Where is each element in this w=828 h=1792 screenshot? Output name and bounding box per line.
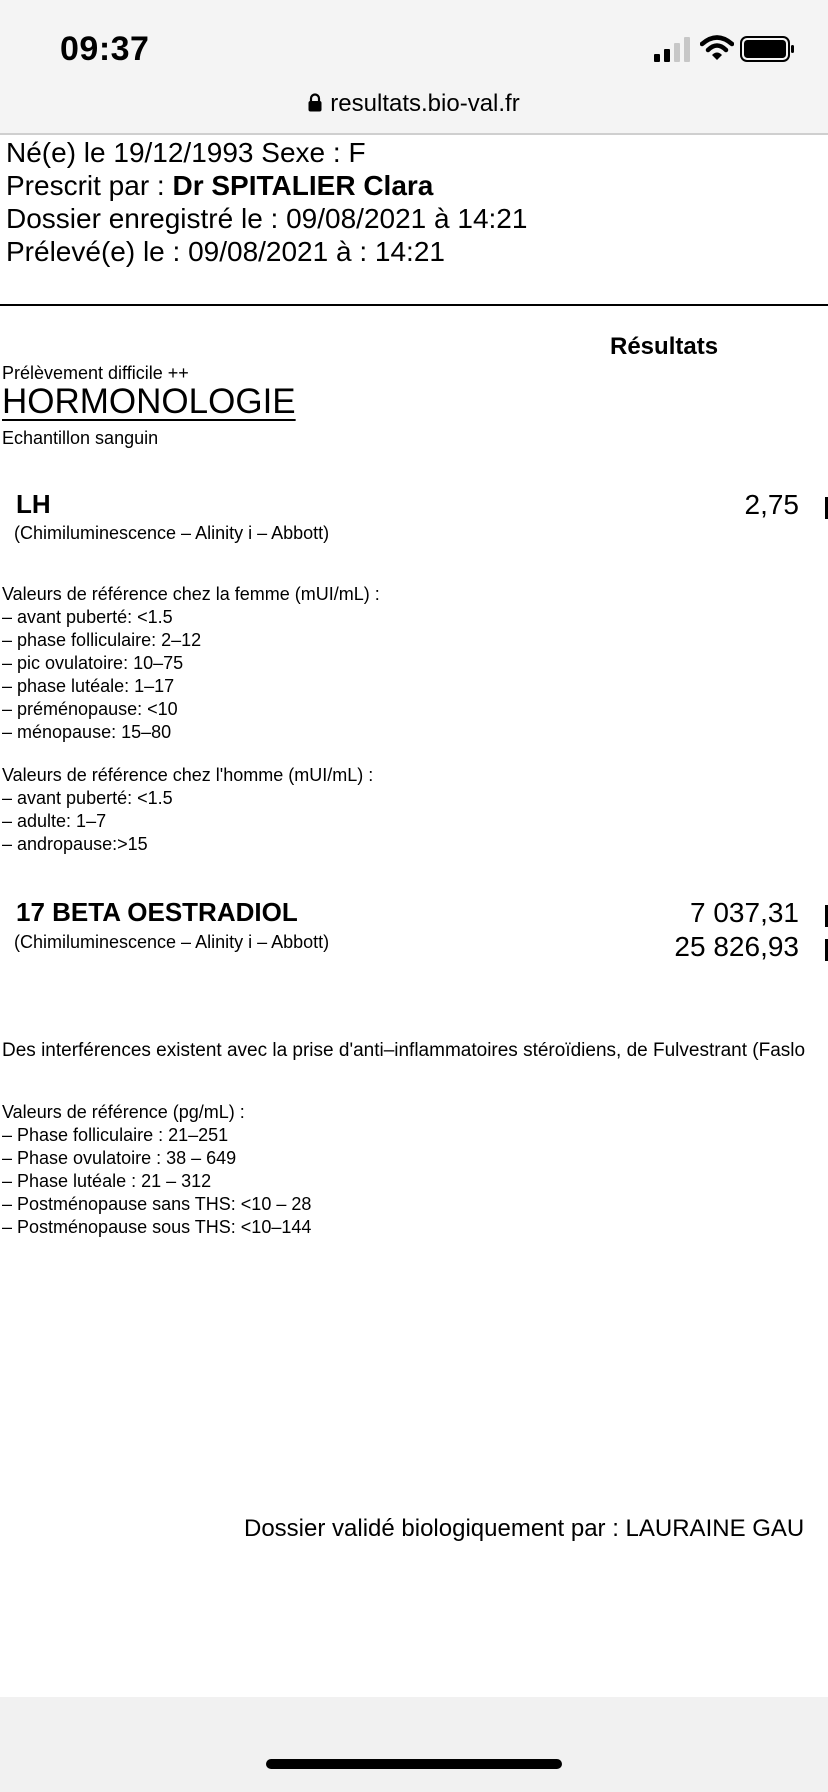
test-name-estradiol: 17 BETA OESTRADIOL [16,897,298,927]
estradiol-ref-item: – Postménopause sous THS: <10–144 [2,1217,312,1237]
test-name-lh: LH [16,489,51,519]
sample-date: Prélevé(e) le : 09/08/2021 à : 14:21 [6,236,445,267]
browser-bottom-bar [0,1697,828,1792]
test-method-lh: (Chimiluminescence – Alinity i – Abbott) [14,523,330,543]
clock: 09:37 [60,30,150,68]
lh-ref-men-item: – avant puberté: <1.5 [2,788,173,808]
lh-ref-women-item: – ménopause: 15–80 [2,722,172,742]
url-text: resultats.bio-val.fr [330,90,520,117]
result-value-estradiol: 7 037,31 [690,897,799,928]
interference-note: Des interférences existent avec la prise d'anti–inflammatoires stéroïdiens, de Fulvestrant (Faslo [2,1040,806,1061]
estradiol-ref-item: – Phase folliculaire : 21–251 [2,1125,229,1145]
lh-ref-women-item: – phase folliculaire: 2–12 [2,630,202,650]
test-method-estradiol: (Chimiluminescence – Alinity i – Abbott) [14,932,330,952]
dossier-date: Dossier enregistré le : 09/08/2021 à 14:21 [6,203,528,234]
home-indicator[interactable] [266,1759,562,1769]
battery-icon [740,36,796,62]
section-divider [0,304,828,306]
lh-ref-women-item: – avant puberté: <1.5 [2,607,173,627]
status-bar [0,0,828,135]
patient-birth-sex: Né(e) le 19/12/1993 Sexe : F [6,137,366,168]
lh-ref-men-title: Valeurs de référence chez l'homme (mUI/mL) : [2,765,374,785]
lh-ref-women-item: – phase lutéale: 1–17 [2,676,175,696]
estradiol-ref-item: – Phase ovulatoire : 38 – 649 [2,1148,237,1168]
lh-ref-men-item: – andropause:>15 [2,834,148,854]
sample-note: Prélèvement difficile ++ [2,363,189,383]
address-bar[interactable] [0,84,828,124]
result-value-lh: 2,75 [744,489,799,520]
result-value-estradiol-converted: 25 826,93 [674,931,799,962]
sample-type: Echantillon sanguin [2,428,159,448]
cellular-signal-icon [654,36,690,62]
wifi-icon [700,34,734,62]
lab-report-document [0,135,828,1697]
estradiol-ref-title: Valeurs de référence (pg/mL) : [2,1102,245,1122]
lh-ref-women-item: – préménopause: <10 [2,699,178,719]
section-title: HORMONOLOGIE [2,382,296,421]
estradiol-ref-item: – Postménopause sans THS: <10 – 28 [2,1194,312,1214]
lh-ref-women-item: – pic ovulatoire: 10–75 [2,653,184,673]
validation-statement: Dossier validé biologiquement par : LAURAINE GAU [244,1515,805,1542]
prescriber-label: Prescrit par : [6,170,173,201]
results-column-header: Résultats [610,333,719,360]
lh-ref-men-item: – adulte: 1–7 [2,811,107,831]
prescriber-line [6,170,433,202]
estradiol-ref-item: – Phase lutéale : 21 – 312 [2,1171,212,1191]
prescriber-name: Dr SPITALIER Clara [172,170,434,201]
lock-icon [308,93,322,112]
lh-ref-women-title: Valeurs de référence chez la femme (mUI/mL) : [2,584,380,604]
